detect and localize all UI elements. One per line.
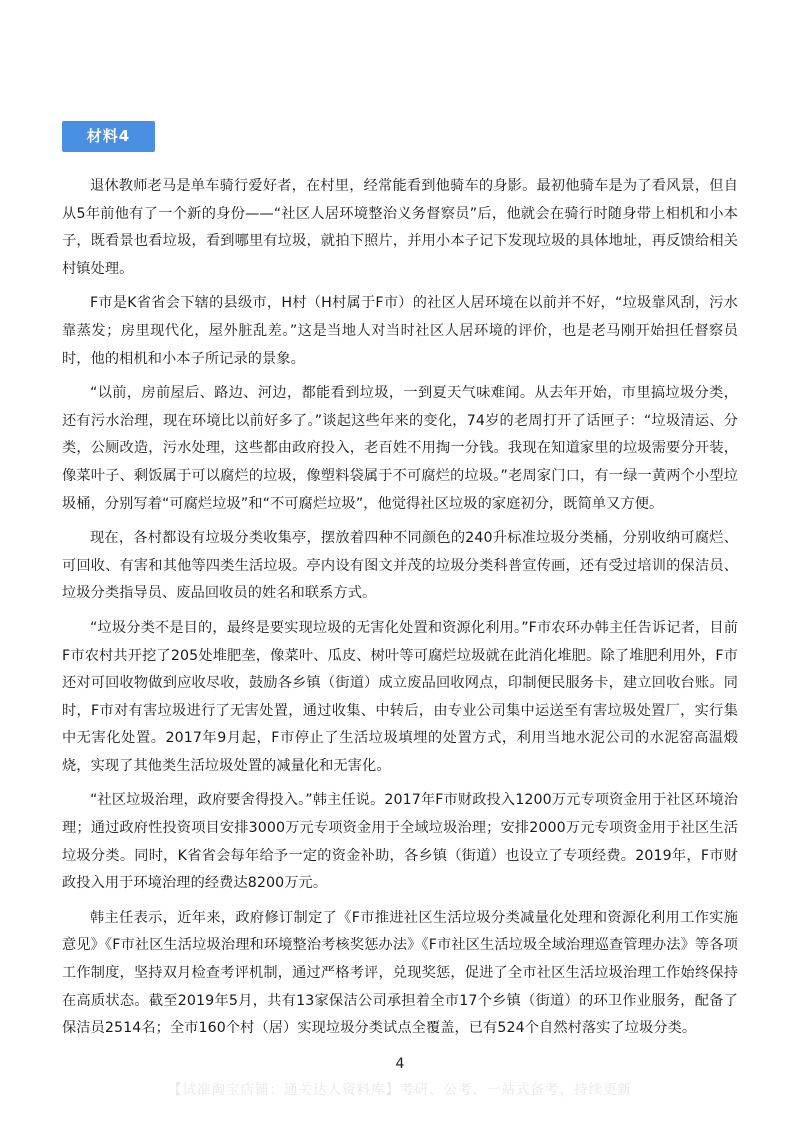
material-label: 材料4: [62, 121, 155, 152]
paragraph-3: “以前，房前屋后、路边、河边，都能看到垃圾，一到夏天气味难闻。从去年开始，市里搞垃圾分类，还有污水治理，现在环境比以前好多了。”谈起这些年来的变化，74岁的老周打开了话匣子：“垃圾清运、分类，公厕改造，污水处理，这些都由政府投入，老百姓不用掏一分钱。我现在知道家里的垃圾需要分开装，像菜叶子、剩饭属于可以腐烂的垃圾，像塑料袋属于不可腐烂的垃圾。”老周家门口，有一绿一黄两个小型垃圾桶，分别写着“可腐烂垃圾”和“不可腐烂垃圾”，他觉得社区垃圾的家庭初分，既简单又方便。: [62, 385, 738, 512]
paragraph-6: “社区垃圾治理，政府要舍得投入。”韩主任说。2017年F市财政投入1200万元专项资金用于社区环境治理；通过政府性投资项目安排3000万元专项资金用于全域垃圾治理；安排2000万元专项资金用于社区生活垃圾分类。同时，K省省会每年给予一定的资金补助，各乡镇（街道）也设立了专项经费。2019年，F市财政投入用于环境治理的经费达8200万元。: [62, 792, 738, 892]
paragraph-5: “垃圾分类不是目的，最终是要实现垃圾的无害化处置和资源化利用。”F市农环办韩主任告诉记者，目前F市农村共开挖了205处堆肥垄，像菜叶、瓜皮、树叶等可腐烂垃圾就在此消化堆肥。除了堆肥利用外，F市还对可回收物做到应收尽收，鼓励各乡镇（街道）成立废品回收网点，印制便民服务卡，建立回收台账。同时，F市对有害垃圾进行了无害处置，通过收集、中转后，由专业公司集中运送至有害垃圾处置厂，实行集中无害化处置。2017年9月起，F市停止了生活垃圾填埋的处置方式，利用当地水泥公司的水泥窑高温煅烧，实现了其他类生活垃圾处置的减量化和无害化。: [62, 619, 738, 774]
paragraph-2: F市是K省省会下辖的县级市，H村（H村属于F市）的社区人居环境在以前并不好，“垃圾靠风刮，污水靠蒸发；房里现代化，屋外脏乱差。”这是当地人对当时社区人居环境的评价，也是老马刚开始担任督察员时，他的相机和小本子所记录的景象。: [62, 295, 738, 367]
watermark-text: 【试准淘宝店铺：通关达人资料库】考研、公考、一站式备考，持续更新: [168, 1082, 632, 1098]
paragraph-7: 韩主任表示，近年来，政府修订制定了《F市推进社区生活垃圾分类减量化处理和资源化利用工作实施意见》《F市社区生活垃圾治理和环境整治考核奖惩办法》《F市社区生活垃圾全域治理巡查管理办法》等各项工作制度，坚持双月检查考评机制，通过严格考评，兑现奖惩，促进了全市社区生活垃圾治理工作始终保持在高质状态。截至2019年5月，共有13家保洁公司承担着全市17个乡镇（街道）的环卫作业服务，配备了保洁员2514名；全市160个村（居）实现垃圾分类试点全覆盖，已有524个自然村落实了垃圾分类。: [62, 909, 738, 1037]
paragraph-4: 现在，各村都设有垃圾分类收集亭，摆放着四种不同颜色的240升标准垃圾分类桶，分别收纳可腐烂、可回收、有害和其他等四类生活垃圾。亭内设有图文并茂的垃圾分类科普宣传画，还有受过培训的保洁员、垃圾分类指导员、废品回收员的姓名和联系方式。: [62, 530, 738, 602]
page-number: 4: [395, 1056, 405, 1072]
document-body: [62, 173, 738, 1050]
paragraph-1: 退休教师老马是单车骑行爱好者，在村里，经常能看到他骑车的身影。最初他骑车是为了看风景，但自从5年前他有了一个新的身份——“社区人居环境整治义务督察员”后，他就会在骑行时随身带上相机和小本子，既看景也看垃圾，看到哪里有垃圾，就拍下照片，并用小本子记下发现垃圾的具体地址，再反馈给相关村镇处理。: [62, 178, 738, 277]
